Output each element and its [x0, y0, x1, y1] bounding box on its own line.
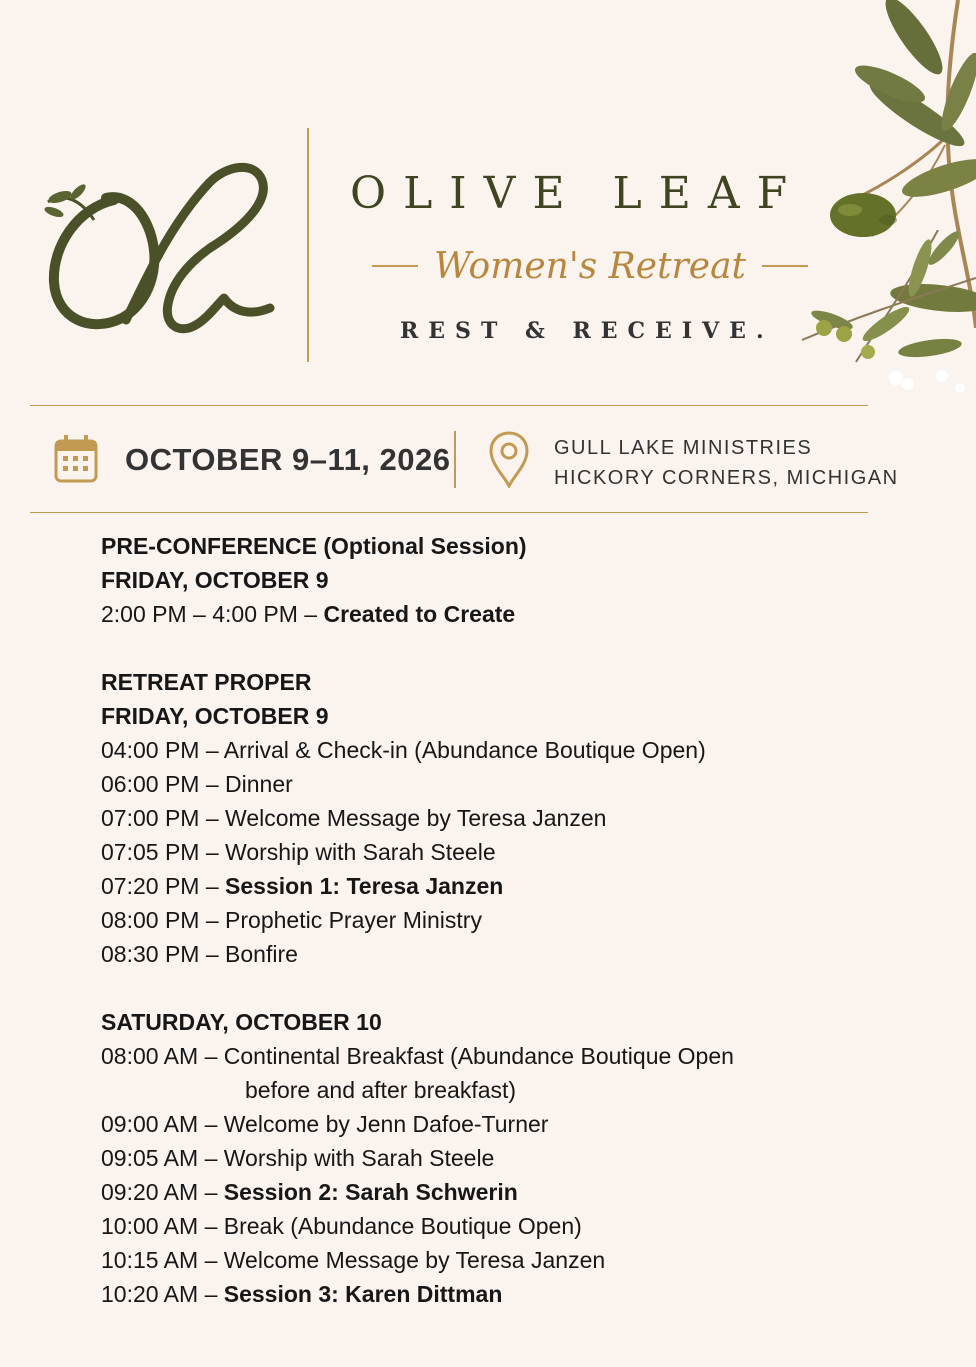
tagline: REST & RECEIVE. — [400, 318, 774, 344]
schedule-item — [101, 1175, 881, 1209]
schedule-item — [101, 801, 881, 835]
schedule-label: Worship with Sarah Steele — [223, 1145, 495, 1171]
schedule-label: Welcome Message by Teresa Janzen — [223, 1247, 606, 1273]
schedule-label: Created to Create — [323, 601, 516, 627]
schedule-time: 07:20 PM – — [101, 873, 226, 899]
schedule-time: 07:05 PM – — [101, 839, 226, 865]
schedule-time: 08:30 PM – — [101, 941, 226, 967]
schedule-label: Welcome by Jenn Dafoe-Turner — [223, 1111, 549, 1137]
retreat-day: FRIDAY, OCTOBER 9 — [101, 703, 329, 729]
schedule-time: 08:00 PM – — [101, 907, 226, 933]
schedule-item — [101, 903, 881, 937]
schedule-time: 04:00 PM – — [101, 737, 224, 763]
schedule-time: 08:00 AM – — [101, 1043, 224, 1069]
calendar-icon — [54, 434, 98, 484]
schedule-item — [101, 1243, 881, 1277]
schedule-item — [101, 1107, 881, 1141]
info-divider — [454, 431, 456, 488]
schedule-item — [101, 1039, 881, 1073]
schedule-item — [101, 1141, 881, 1175]
schedule-label: Continental Breakfast (Abundance Boutique Open — [223, 1043, 734, 1069]
schedule-time: 07:00 PM – — [101, 805, 226, 831]
schedule-item — [101, 733, 881, 767]
schedule-time: 09:05 AM – — [101, 1145, 224, 1171]
schedule-label: Welcome Message by Teresa Janzen — [225, 805, 607, 831]
schedule-label: Arrival & Check-in (Abundance Boutique Open) — [223, 737, 706, 763]
brand-title: OLIVE LEAF — [350, 168, 805, 219]
location-pin-icon — [488, 430, 530, 488]
preconference-day: FRIDAY, OCTOBER 9 — [101, 567, 329, 593]
retreat-section — [101, 665, 881, 971]
schedule-label: Bonfire — [225, 941, 298, 967]
schedule-label: Session 2: Sarah Schwerin — [223, 1179, 518, 1205]
schedule-label: Dinner — [225, 771, 293, 797]
schedule-item — [101, 1209, 881, 1243]
schedule-label: Session 1: Teresa Janzen — [225, 873, 504, 899]
schedule-note: before and after breakfast) — [245, 1077, 517, 1103]
schedule-item — [101, 767, 881, 801]
schedule-label: Prophetic Prayer Ministry — [225, 907, 482, 933]
schedule-item — [101, 1277, 881, 1311]
script-left-rule — [372, 265, 418, 267]
schedule-item — [101, 597, 881, 631]
header-vertical-divider — [307, 128, 309, 362]
schedule — [101, 529, 881, 1345]
script-title-row — [350, 238, 830, 294]
venue-name: GULL LAKE MINISTRIES — [554, 437, 813, 459]
schedule-time: 10:20 AM – — [101, 1281, 224, 1307]
schedule-label: Session 3: Karen Dittman — [223, 1281, 503, 1307]
event-date: OCTOBER 9–11, 2026 — [125, 442, 451, 477]
event-info-band — [30, 405, 899, 513]
venue — [554, 433, 899, 493]
schedule-label: Worship with Sarah Steele — [225, 839, 496, 865]
schedule-time: 09:20 AM – — [101, 1179, 224, 1205]
schedule-time: 06:00 PM – — [101, 771, 226, 797]
schedule-item — [101, 937, 881, 971]
preconference-section — [101, 529, 881, 631]
retreat-header — [0, 0, 976, 400]
schedule-time: 10:00 AM – — [101, 1213, 224, 1239]
schedule-item — [101, 869, 881, 903]
venue-location: HICKORY CORNERS, MICHIGAN — [554, 467, 899, 489]
saturday-section — [101, 1005, 881, 1311]
schedule-time: 10:15 AM – — [101, 1247, 224, 1273]
schedule-time: 2:00 PM – 4:00 PM – — [101, 601, 324, 627]
script-title: Women's Retreat — [434, 245, 746, 287]
saturday-day: SATURDAY, OCTOBER 10 — [101, 1009, 382, 1035]
schedule-time: 09:00 AM – — [101, 1111, 224, 1137]
schedule-item — [101, 835, 881, 869]
retreat-title: RETREAT PROPER — [101, 669, 312, 695]
preconference-title: PRE-CONFERENCE (Optional Session) — [101, 533, 527, 559]
schedule-label: Break (Abundance Boutique Open) — [223, 1213, 582, 1239]
ol-monogram-logo — [36, 150, 286, 350]
bottom-olive-branch-icon — [784, 230, 976, 400]
